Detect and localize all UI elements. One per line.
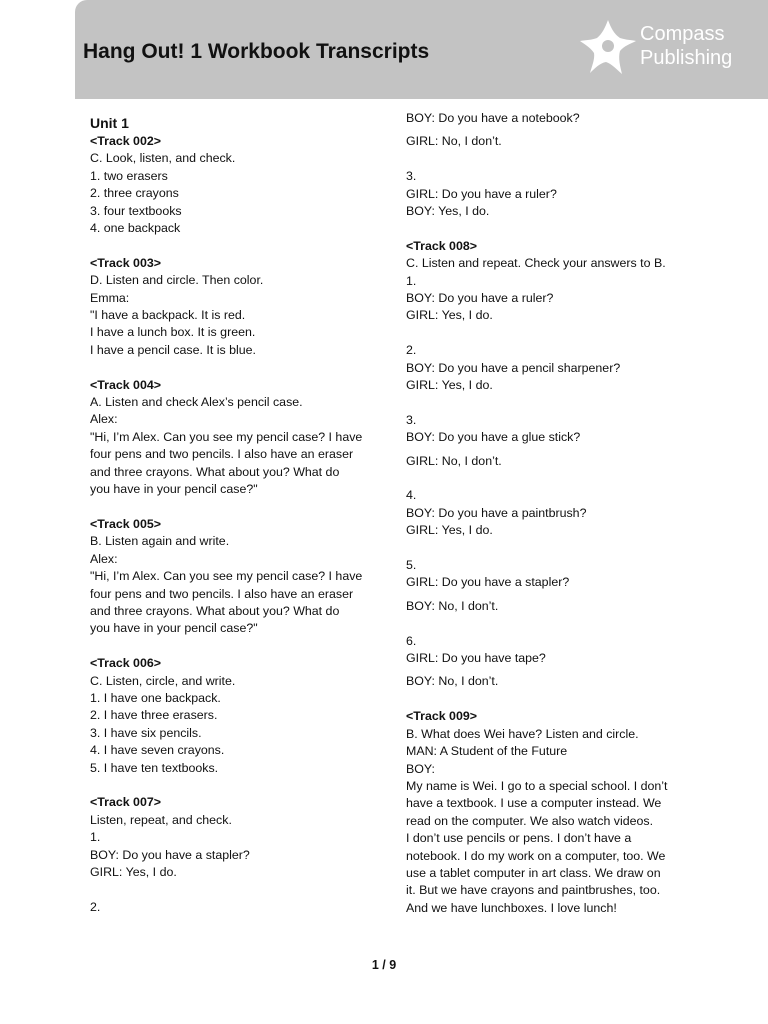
track-009-line: MAN: A Student of the Future: [406, 744, 568, 759]
track-007-line: GIRL: Yes, I do.: [90, 864, 177, 879]
track-005-line: "Hi, I’m Alex. Can you see my pencil case? I have: [90, 569, 363, 584]
track-006-line: C. Listen, circle, and write.: [90, 673, 236, 688]
track-006-line: 3. I have six pencils.: [90, 725, 202, 740]
item-number: 3.: [406, 169, 417, 184]
dialogue-line: GIRL: Yes, I do.: [406, 523, 493, 538]
item-number: 6.: [406, 633, 417, 648]
track-003-label: <Track 003>: [90, 255, 161, 270]
track-009-label: <Track 009>: [406, 709, 477, 724]
track-007-next-item: 2.: [90, 899, 101, 914]
right-column: [406, 110, 701, 917]
track-004-line: "Hi, I’m Alex. Can you see my pencil case? I have: [90, 429, 363, 444]
dialogue-line: GIRL: Do you have a ruler?: [406, 186, 557, 201]
item-number: 3.: [406, 412, 417, 427]
item-number: 5.: [406, 558, 417, 573]
track-009-line: use a tablet computer in art class. We draw on: [406, 865, 661, 880]
track-004-line: you have in your pencil case?": [90, 482, 258, 497]
track-009-line: BOY:: [406, 761, 435, 776]
track-004-line: and three crayons. What about you? What do: [90, 464, 340, 479]
starfish-logo-icon: [578, 16, 638, 78]
track-002-line: 2. three crayons: [90, 186, 179, 201]
track-009-line: it. But we have crayons and paintbrushes, too.: [406, 883, 661, 898]
dialogue-line: BOY: No, I don’t.: [406, 674, 499, 689]
track-004-line: Alex:: [90, 412, 118, 427]
track-005-label: <Track 005>: [90, 516, 161, 531]
track-006-line: 2. I have three erasers.: [90, 708, 218, 723]
track-007-label: <Track 007>: [90, 795, 161, 810]
track-005-line: you have in your pencil case?": [90, 621, 258, 636]
track-003-line: I have a pencil case. It is blue.: [90, 342, 256, 357]
track-003-line: I have a lunch box. It is green.: [90, 325, 256, 340]
dialogue-line: GIRL: Do you have a stapler?: [406, 575, 570, 590]
track-006-label: <Track 006>: [90, 656, 161, 671]
track-005-line: and three crayons. What about you? What do: [90, 603, 340, 618]
track-009-line: notebook. I do my work on a computer, too. We: [406, 848, 666, 863]
dialogue-line: BOY: Do you have a pencil sharpener?: [406, 360, 621, 375]
track-003-line: Emma:: [90, 290, 130, 305]
dialogue-line: BOY: No, I don’t.: [406, 598, 499, 613]
dialogue-line: GIRL: Yes, I do.: [406, 378, 493, 393]
track-008-line: GIRL: Yes, I do.: [406, 308, 493, 323]
left-column: [90, 110, 375, 916]
logo-line-1: Compass: [640, 23, 725, 45]
track-002-line: C. Look, listen, and check.: [90, 151, 236, 166]
logo-line-2: Publishing: [640, 47, 733, 69]
track-008-line: C. Listen and repeat. Check your answers to B.: [406, 256, 666, 271]
publisher-logo: [578, 16, 763, 78]
item-number: 2.: [406, 343, 417, 358]
track-004-line: four pens and two pencils. I also have an eraser: [90, 447, 354, 462]
dialogue-line: BOY: Do you have a glue stick?: [406, 430, 581, 445]
item-number: 4.: [406, 488, 417, 503]
track-005-line: four pens and two pencils. I also have an eraser: [90, 586, 354, 601]
track-006-line: 1. I have one backpack.: [90, 690, 221, 705]
track-006-line: 4. I have seven crayons.: [90, 743, 225, 758]
track-002-line: 1. two erasers: [90, 168, 168, 183]
unit-heading: Unit 1: [90, 115, 129, 131]
track-002-line: 3. four textbooks: [90, 203, 182, 218]
track-007-line: Listen, repeat, and check.: [90, 812, 232, 827]
track-005-line: Alex:: [90, 551, 118, 566]
logo-wordmark: [640, 22, 732, 70]
track-007-line: 1.: [90, 830, 101, 845]
dialogue-line: GIRL: No, I don’t.: [406, 134, 502, 149]
track-009-line: B. What does Wei have? Listen and circle.: [406, 726, 639, 741]
track-004-label: <Track 004>: [90, 377, 161, 392]
header-band: [75, 0, 768, 99]
dialogue-line: BOY: Do you have a notebook?: [406, 111, 580, 125]
track-009-line: have a textbook. I use a computer instead. We: [406, 796, 662, 811]
track-009-line: I don’t use pencils or pens. I don’t have a: [406, 831, 632, 846]
document-title: Hang Out! 1 Workbook Transcripts: [83, 40, 430, 63]
track-007-line: BOY: Do you have a stapler?: [90, 847, 250, 862]
track-009-line: read on the computer. We also watch videos.: [406, 813, 654, 828]
dialogue-line: GIRL: Do you have tape?: [406, 651, 546, 666]
track-004-line: A. Listen and check Alex’s pencil case.: [90, 395, 303, 410]
track-006-line: 5. I have ten textbooks.: [90, 760, 219, 775]
track-003-line: "I have a backpack. It is red.: [90, 308, 246, 323]
dialogue-line: GIRL: No, I don’t.: [406, 453, 502, 468]
track-005-line: B. Listen again and write.: [90, 534, 230, 549]
track-008-label: <Track 008>: [406, 238, 477, 253]
track-002-line: 4. one backpack: [90, 221, 181, 236]
track-008-line: BOY: Do you have a ruler?: [406, 291, 554, 306]
track-002-label: <Track 002>: [90, 134, 161, 148]
dialogue-line: BOY: Yes, I do.: [406, 204, 490, 219]
dialogue-line: BOY: Do you have a paintbrush?: [406, 505, 587, 520]
track-009-line: And we have lunchboxes. I love lunch!: [406, 900, 617, 915]
track-003-line: D. Listen and circle. Then color.: [90, 273, 264, 288]
track-008-line: 1.: [406, 273, 417, 288]
page-number: 1 / 9: [371, 958, 397, 972]
track-009-line: My name is Wei. I go to a special school. I don’t: [406, 778, 668, 793]
